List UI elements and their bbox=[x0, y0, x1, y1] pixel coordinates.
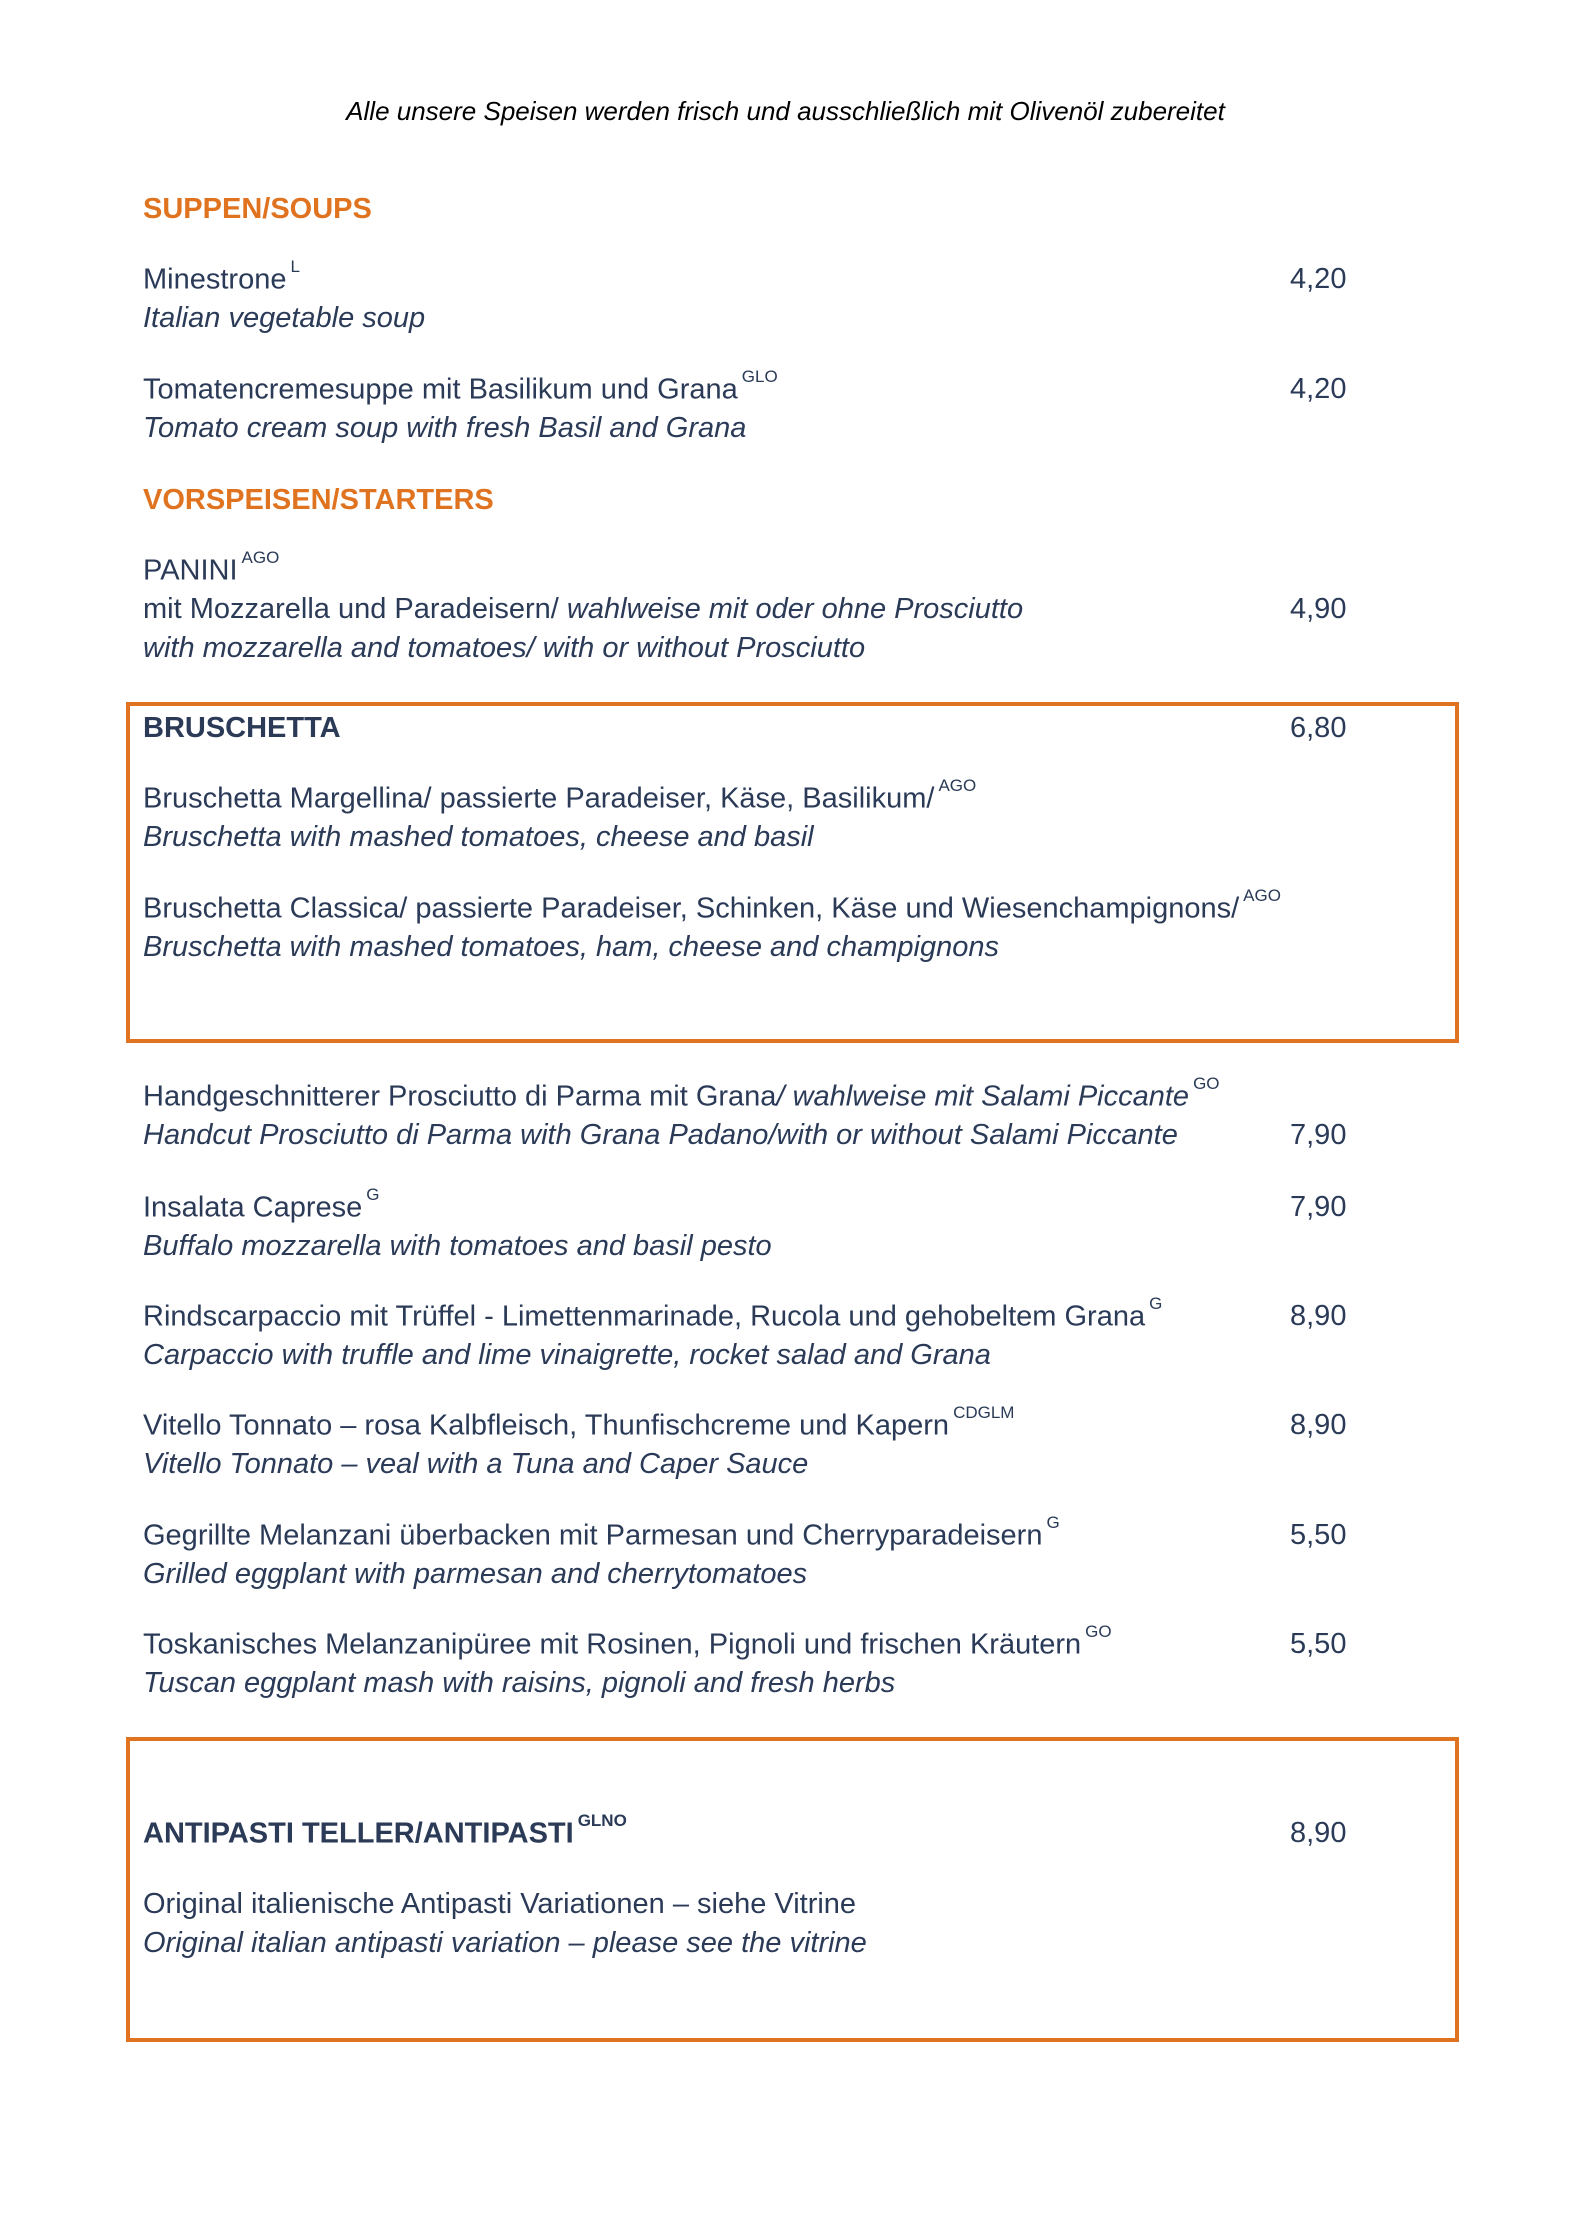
allergen-codes: AGO bbox=[938, 776, 977, 795]
menu-item-translation: Bruschetta with mashed tomatoes, cheese and basil bbox=[143, 821, 814, 853]
menu-item-translation: Original italian antipasti variation – please see the vitrine bbox=[143, 1927, 867, 1959]
allergen-codes: G bbox=[1046, 1513, 1060, 1532]
menu-item-price: 6,80 bbox=[1290, 712, 1347, 744]
menu-item-price: 4,20 bbox=[1290, 263, 1347, 295]
menu-item-name: Insalata Caprese $^G$ bbox=[143, 1185, 380, 1224]
menu-item-name: Bruschetta Margellina/ passierte Paradeiser, Käse, Basilikum/ $^{AGO}$ bbox=[143, 776, 977, 815]
menu-item-name: Gegrillte Melanzani überbacken mit Parmesan und Cherryparadeisern $^G$ bbox=[143, 1513, 1060, 1552]
menu-item-translation: Buffalo mozzarella with tomatoes and basil pesto bbox=[143, 1230, 772, 1262]
menu-item-name: Tomatencremesuppe mit Basilikum und Grana $^{GLO}$ bbox=[143, 367, 778, 406]
menu-item-price: 8,90 bbox=[1290, 1300, 1347, 1332]
menu-item-name: Rindscarpaccio mit Trüffel - Limettenmarinade, Rucola und gehobeltem Grana $^G$ bbox=[143, 1294, 1163, 1333]
allergen-codes: AGO bbox=[241, 548, 280, 567]
menu-item-translation: Bruschetta with mashed tomatoes, ham, cheese and champignons bbox=[143, 931, 999, 963]
menu-item-translation: Tuscan eggplant mash with raisins, pignoli and fresh herbs bbox=[143, 1667, 896, 1699]
menu-item-translation: Carpaccio with truffle and lime vinaigrette, rocket salad and Grana bbox=[143, 1339, 991, 1371]
allergen-codes: GLO bbox=[741, 367, 778, 386]
bruschetta-box bbox=[126, 702, 1459, 1043]
menu-item-translation: Grilled eggplant with parmesan and cherrytomatoes bbox=[143, 1558, 808, 1590]
section-heading-starters: VORSPEISEN/STARTERS bbox=[143, 484, 494, 516]
menu-item-price: 5,50 bbox=[1290, 1519, 1347, 1551]
box-title-bruschetta: BRUSCHETTA bbox=[143, 712, 341, 744]
menu-item-translation: Vitello Tonnato – veal with a Tuna and Caper Sauce bbox=[143, 1448, 809, 1480]
menu-item-translation: with mozzarella and tomatoes/ with or without Prosciutto bbox=[143, 632, 866, 664]
allergen-codes: L bbox=[290, 257, 300, 276]
menu-item-translation: Italian vegetable soup bbox=[143, 302, 426, 334]
menu-item-price: 7,90 bbox=[1290, 1191, 1347, 1223]
menu-item-name: Bruschetta Classica/ passierte Paradeiser, Schinken, Käse und Wiesenchampignons/ $^{AGO}$ bbox=[143, 886, 1281, 925]
box-title-antipasti: ANTIPASTI TELLER/ANTIPASTI $^{GLNO}$ bbox=[143, 1811, 627, 1850]
allergen-codes: CDGLM bbox=[953, 1403, 1015, 1422]
allergen-codes: GO bbox=[1085, 1622, 1112, 1641]
menu-item-translation: Handcut Prosciutto di Parma with Grana Padano/with or without Salami Piccante bbox=[143, 1119, 1178, 1151]
menu-item-name: PANINI $^{AGO}$ bbox=[143, 548, 280, 587]
menu-item-name: Handgeschnitterer Prosciutto di Parma mit Grana/ wahlweise mit Salami Piccante $^{GO}$ bbox=[143, 1074, 1220, 1113]
menu-item-price: 5,50 bbox=[1290, 1628, 1347, 1660]
menu-item-price: 4,90 bbox=[1290, 593, 1347, 625]
menu-item-name: Toskanisches Melanzanipüree mit Rosinen, Pignoli und frischen Kräutern $^{GO}$ bbox=[143, 1622, 1112, 1661]
menu-item-price: 7,90 bbox=[1290, 1119, 1347, 1151]
menu-item-price: 4,20 bbox=[1290, 373, 1347, 405]
menu-item-name: Minestrone $^L$ bbox=[143, 257, 300, 296]
menu-item-price: 8,90 bbox=[1290, 1409, 1347, 1441]
menu-item-description: Original italienische Antipasti Variationen – siehe Vitrine bbox=[143, 1888, 857, 1920]
menu-item-description: mit Mozzarella und Paradeisern/ wahlweise mit oder ohne Prosciutto bbox=[143, 593, 1024, 625]
section-heading-soups: SUPPEN/SOUPS bbox=[143, 193, 372, 225]
menu-item-translation: Tomato cream soup with fresh Basil and Grana bbox=[143, 412, 747, 444]
allergen-codes: G bbox=[366, 1185, 380, 1204]
intro-note: Alle unsere Speisen werden frisch und ausschließlich mit Olivenöl zubereitet bbox=[346, 96, 1225, 126]
menu-item-name: Vitello Tonnato – rosa Kalbfleisch, Thunfischcreme und Kapern $^{CDGLM}$ bbox=[143, 1403, 1015, 1442]
allergen-codes: GO bbox=[1193, 1074, 1220, 1093]
menu-item-price: 8,90 bbox=[1290, 1817, 1347, 1849]
allergen-codes: AGO bbox=[1243, 886, 1281, 905]
allergen-codes: GLNO bbox=[577, 1811, 627, 1830]
allergen-codes: G bbox=[1149, 1294, 1163, 1313]
